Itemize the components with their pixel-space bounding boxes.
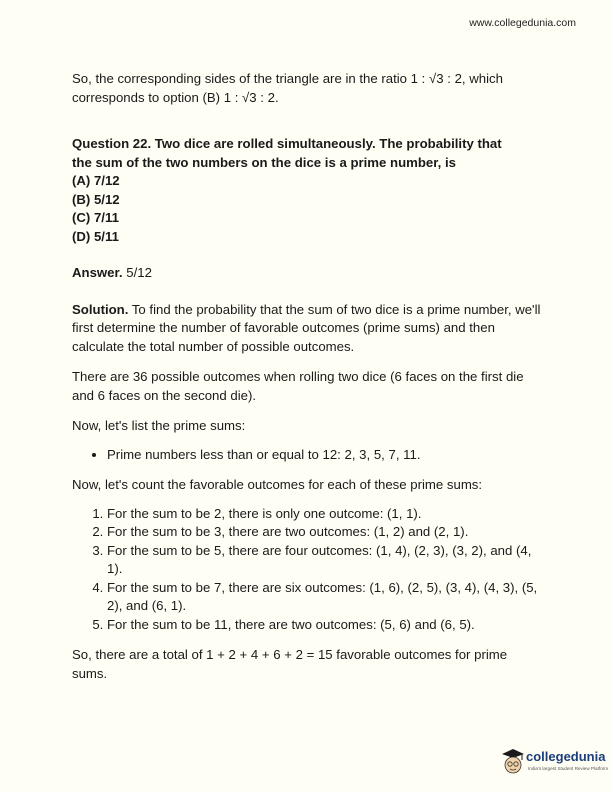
list-prime-sums-text: Now, let's list the prime sums: — [72, 418, 246, 433]
intro-line-2: corresponds to option (B) 1 : √3 : 2. — [72, 89, 279, 105]
list-item: 2. For the sum to be 3, there are two outcomes: (1, 2) and (2, 1). — [107, 523, 542, 542]
list-item: 4. For the sum to be 7, there are six outcomes: (1, 6), (2, 5), (3, 4), (4, 3), (5, 2), and (6, 1). — [107, 579, 542, 616]
student-mascot-icon — [500, 746, 526, 776]
option-b: (B) 5/12 — [72, 191, 120, 207]
option-d: (D) 5/11 — [72, 228, 119, 244]
logo-tagline: India's largest Student Review Platform — [528, 766, 609, 771]
option-c: (C) 7/11 — [72, 210, 119, 225]
question-22 — [72, 135, 542, 246]
intro-paragraph — [72, 70, 542, 107]
list-item: 1. For the sum to be 2, there is only one outcome: (1, 1). — [107, 505, 542, 524]
solution-intro — [72, 301, 542, 357]
page-content — [72, 70, 542, 683]
solution-label: Solution. — [72, 301, 129, 317]
conclusion-paragraph: So, there are a total of 1 + 2 + 4 + 6 + 2 = 15 favorable outcomes for prime sums. — [72, 647, 508, 681]
question-line-1: Question 22. Two dice are rolled simultaneously. The probability that — [72, 136, 502, 151]
intro-line-1: So, the corresponding sides of the triangle are in the ratio 1 : √3 : 2, which — [72, 71, 503, 86]
answer-label: Answer. — [72, 265, 123, 280]
question-line-2: the sum of the two numbers on the dice is a prime number, is — [72, 154, 456, 170]
count-outcomes-text: Now, let's count the favorable outcomes for each of these prime sums: — [72, 477, 483, 492]
solution-text: To find the probability that the sum of two dice is a prime number, we'll first determine the number of favorable outcomes (prime sums) and then calculate the total number of possible outcomes. — [72, 301, 541, 354]
header-url: www.collegedunia.com — [469, 17, 576, 29]
list-item: 3. For the sum to be 5, there are four outcomes: (1, 4), (2, 3), (3, 2), and (4, 1). — [107, 542, 542, 579]
list-item: 5. For the sum to be 11, there are two outcomes: (5, 6) and (6, 5). — [107, 616, 542, 635]
outcomes-paragraph: There are 36 possible outcomes when rolling two dice (6 faces on the first die and 6 faces on the second die). — [72, 369, 524, 403]
answer-line — [72, 264, 542, 283]
logo-wordmark: collegedunia — [526, 749, 606, 764]
prime-bullet-list — [72, 446, 542, 465]
list-item: • Prime numbers less than or equal to 12: 2, 3, 5, 7, 11. — [107, 446, 542, 465]
option-a: (A) 7/12 — [72, 173, 120, 188]
answer-value: 5/12 — [122, 265, 152, 280]
collegedunia-logo — [500, 746, 609, 780]
steps-list — [72, 505, 542, 635]
